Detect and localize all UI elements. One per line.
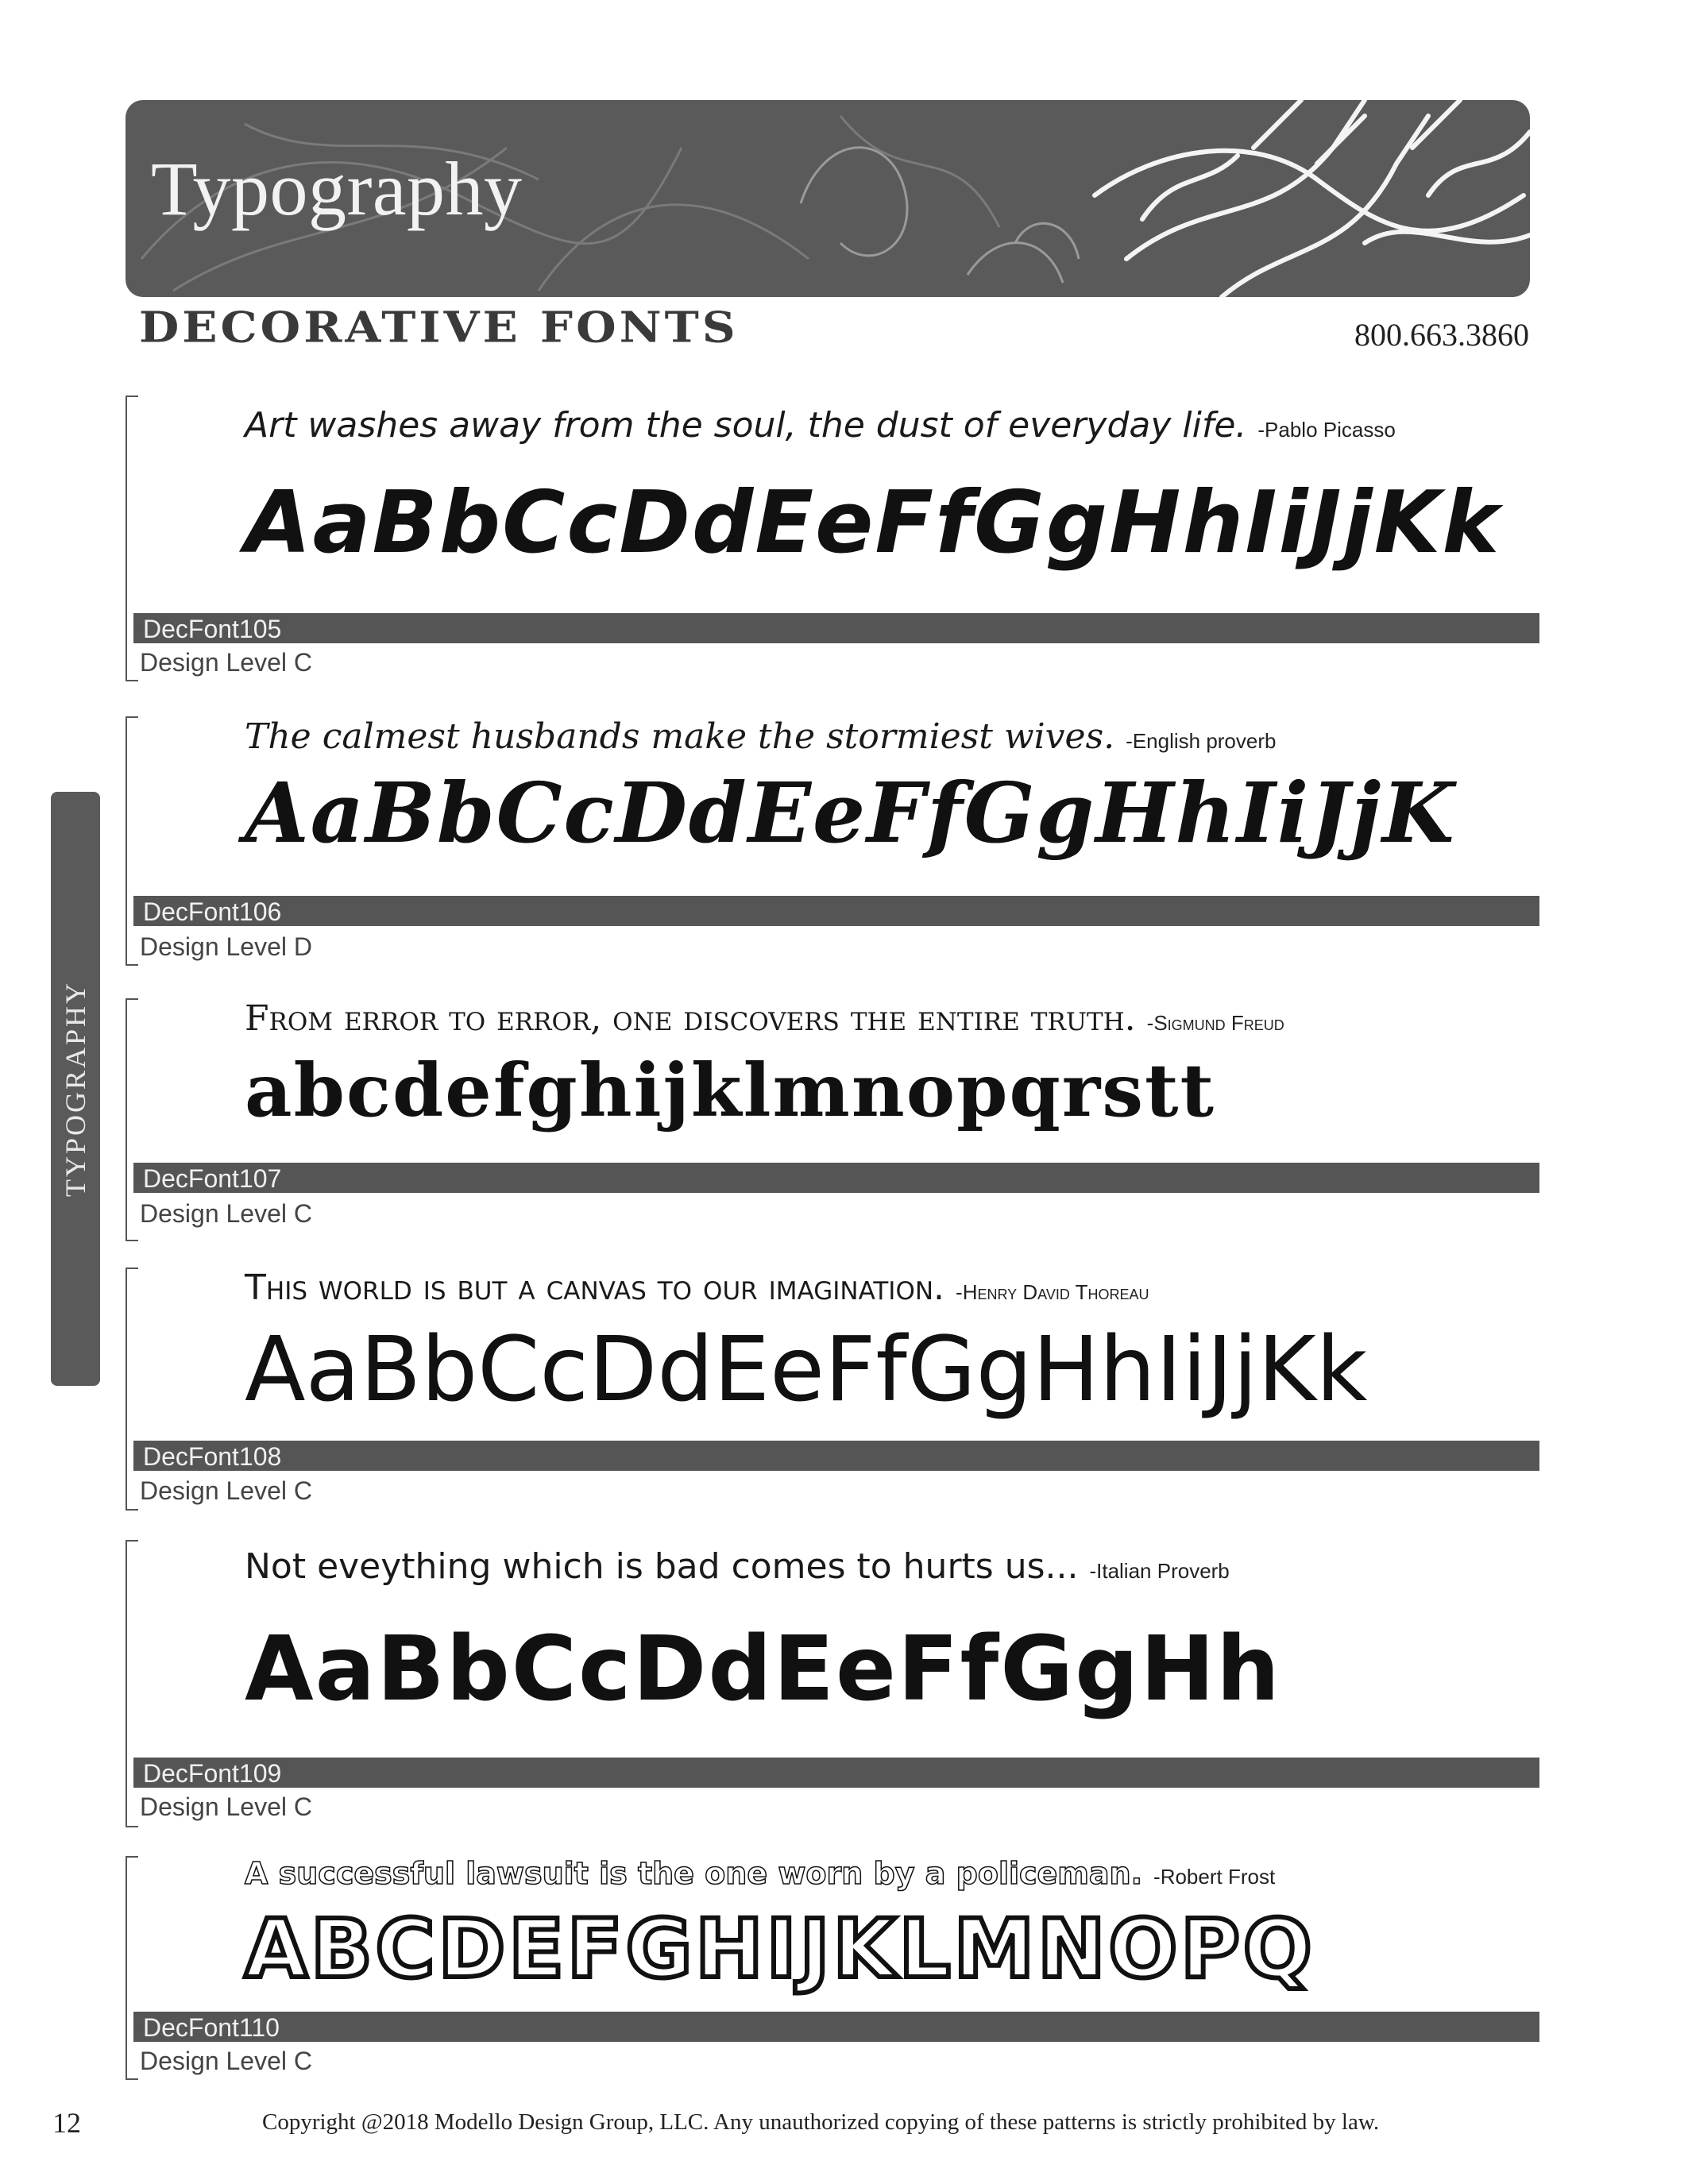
sample-quote: [245, 1856, 1275, 1891]
design-level: Design Level C: [140, 648, 312, 677]
font-entry: [126, 1540, 1539, 1827]
sample-quote: [245, 405, 1396, 446]
font-entry: [126, 1268, 1539, 1511]
entry-bracket: [126, 716, 138, 966]
quote-text: Art washes away from the soul, the dust of everyday life.: [245, 405, 1247, 446]
entry-bracket: [126, 998, 138, 1241]
design-level: Design Level C: [140, 1199, 312, 1228]
alphabet-sample: ABCDEFGHIJKLMNOPQ: [245, 1902, 1315, 1997]
quote-text: This world is but a canvas to our imagination.: [245, 1268, 945, 1308]
design-level: Design Level C: [140, 1792, 312, 1821]
quote-text: From error to error, one discovers the entire truth.: [245, 998, 1136, 1039]
section-heading: DECORATIVE FONTS: [139, 302, 739, 353]
quote-author: -Italian Proverb: [1089, 1559, 1230, 1583]
design-level: Design Level D: [140, 932, 312, 961]
alphabet-sample: abcdefghijklmnopqrstt: [245, 1048, 1216, 1133]
side-tab-label: TYPOGRAPHY: [60, 980, 91, 1198]
design-level: Design Level C: [140, 1476, 312, 1505]
alphabet-sample: AaBbCcDdEeFfGgHh: [245, 1618, 1281, 1721]
font-entry: [126, 716, 1539, 966]
font-name-bar: DecFont106: [133, 896, 1539, 926]
sample-quote: [245, 1268, 1149, 1308]
font-entry: [126, 1856, 1539, 2080]
alphabet-sample: AaBbCcDdEeFfGgHhIiJjKk: [245, 473, 1501, 573]
sample-quote: [245, 716, 1276, 757]
alphabet-sample: AaBbCcDdEeFfGgHhIiJjK: [245, 764, 1456, 862]
quote-author: -Pablo Picasso: [1257, 418, 1396, 442]
font-name-bar: DecFont110: [133, 2012, 1539, 2042]
entry-bracket: [126, 1856, 138, 2080]
side-tab: [51, 792, 100, 1386]
font-entry: [126, 998, 1539, 1241]
quote-author: -Robert Frost: [1153, 1865, 1276, 1889]
banner-title: Typography: [151, 146, 523, 231]
font-name-bar: DecFont109: [133, 1758, 1539, 1788]
font-entry: [126, 396, 1539, 681]
quote-author: -English proverb: [1126, 729, 1277, 753]
font-name-bar: DecFont105: [133, 613, 1539, 643]
font-name-bar: DecFont107: [133, 1163, 1539, 1193]
quote-text: Not eveything which is bad comes to hurts us...: [245, 1546, 1079, 1587]
quote-text: The calmest husbands make the stormiest wives.: [245, 716, 1115, 757]
copyright-notice: Copyright @2018 Modello Design Group, LLC. Any unauthorized copying of these patterns is strictly prohibited by law.: [262, 2109, 1380, 2135]
quote-text: A successful lawsuit is the one worn by a policeman.: [245, 1856, 1143, 1891]
entry-bracket: [126, 1268, 138, 1511]
phone-number: 800.663.3860: [1354, 317, 1529, 353]
quote-author: -Henry David Thoreau: [956, 1280, 1149, 1304]
alphabet-sample: AaBbCcDdEeFfGgHhIiJjKk: [245, 1318, 1368, 1422]
page-number: 12: [52, 2107, 81, 2139]
header-banner: [126, 100, 1530, 297]
font-name-bar: DecFont108: [133, 1441, 1539, 1471]
design-level: Design Level C: [140, 2047, 312, 2075]
sample-quote: [245, 1546, 1230, 1587]
quote-author: -Sigmund Freud: [1146, 1011, 1284, 1035]
sample-quote: [245, 998, 1284, 1039]
